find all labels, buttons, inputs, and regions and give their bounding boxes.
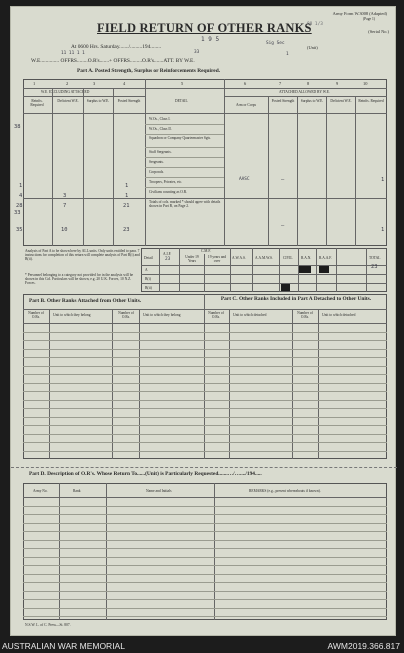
- ink-aif-23: 23: [165, 257, 171, 262]
- analysis-aamwc: A.A.M.W.S.: [255, 256, 273, 260]
- detail-cqms: Squadron or Company Quartermaster Sgts.: [149, 136, 211, 140]
- ruled-line: [23, 506, 387, 507]
- ink-margin-1: 38: [14, 124, 21, 130]
- header-reinfts-right: Reinfts. Required: [358, 99, 384, 103]
- ruled-line: [23, 599, 387, 600]
- ruled-line: [23, 383, 387, 384]
- col-num-6: 6: [244, 81, 247, 86]
- analysis-row-a: A: [145, 268, 148, 272]
- redaction-block-3: [281, 284, 290, 291]
- time-line: At 0600 Hrs. Saturday......./.........194........: [71, 44, 162, 50]
- ink-posted-dash: –: [281, 177, 285, 183]
- col-num-3: 3: [93, 81, 96, 86]
- ruled-line: [23, 442, 387, 443]
- col-num-9: 9: [336, 81, 339, 86]
- ruled-line: [23, 591, 387, 592]
- part-b-col-unit-1: Unit to which they belong: [53, 313, 91, 317]
- ruled-line: [23, 574, 387, 575]
- header-posted-left: Posted Strength: [117, 99, 141, 103]
- totals-label: Totals of cols. marked * should agree with details shown in Part B, on Page 2.: [149, 200, 221, 209]
- redaction-block-1: [299, 266, 311, 273]
- ruled-line: [23, 434, 387, 435]
- analysis-note: * Personnel belonging to a category not provided for in the analysis will be shown in this Col. Particulars will be shown, e.g. 20 U.K. Forces, 10 N.Z. Forces.: [25, 273, 134, 286]
- analysis-total: TOTAL: [369, 256, 381, 260]
- ruled-line: [23, 374, 387, 375]
- analysis-detail: Detail: [144, 256, 153, 260]
- at-line-ink: 11 11 1 1: [61, 51, 85, 56]
- ruled-line: [23, 540, 387, 541]
- we-ink-c: 1: [286, 52, 289, 57]
- part-d-col-rank: Rank: [73, 489, 81, 493]
- col-num-2: 2: [66, 81, 69, 86]
- header-reinfts-left: Reinfts. Required: [30, 99, 44, 108]
- ruled-line: [23, 616, 387, 617]
- ruled-line: [23, 451, 387, 452]
- analysis-table: [141, 248, 387, 292]
- ruled-line: [23, 425, 387, 426]
- header-surplus-left: Surplus to W.E.: [86, 99, 110, 103]
- ruled-line: [23, 408, 387, 409]
- unit-ink: Sig Sec: [266, 41, 285, 46]
- ruled-line: [23, 531, 387, 532]
- part-c-heading: Part C. Other Ranks Included in Part A Detached to Other Units.: [220, 296, 372, 302]
- header-arm: Arm or Corps: [236, 103, 256, 107]
- ruled-line: [23, 523, 387, 524]
- header-deficient-left: Deficient W.E.: [57, 99, 79, 103]
- col-num-4: 4: [123, 81, 126, 86]
- ink-reinfts-right-1: 1: [381, 177, 385, 183]
- ink-c1-r1: 1: [19, 183, 23, 189]
- ruled-line: [23, 417, 387, 418]
- analysis-cmf-over: 19 years and over: [207, 255, 227, 264]
- ruled-line: [23, 391, 387, 392]
- ruled-line: [23, 557, 387, 558]
- part-b-col-num-1: Number of O.Rs.: [28, 311, 44, 320]
- ruled-line: [23, 340, 387, 341]
- ruled-line: [23, 366, 387, 367]
- part-a-heading: Part A. Posted Strength, Surplus or Reinforcements Required.: [77, 68, 221, 74]
- part-d-col-army-no: Army No.: [33, 489, 48, 493]
- part-d-col-name: Name and Initials: [146, 489, 172, 493]
- header-deficient-right: Deficient W.E.: [330, 99, 352, 103]
- analysis-row-bii: B(ii): [145, 286, 152, 290]
- detail-ssgt: Staff Sergeants.: [149, 150, 172, 154]
- form-title: FIELD RETURN OF OTHER RANKS: [97, 21, 312, 35]
- ink-c4-r1: 1: [125, 183, 129, 189]
- detail-civ: Civilians counting as O.R.: [149, 190, 188, 194]
- ink-c4-r3: 21: [123, 203, 130, 209]
- ink-c4-r2: 1: [125, 193, 129, 199]
- part-b-heading: Part B. Other Ranks Attached from Other Units.: [29, 298, 142, 304]
- part-c-col-unit-1: Unit to which detached: [233, 313, 267, 317]
- ink-c2-total: 10: [61, 227, 68, 233]
- part-c-col-num-2: Number of O.Rs.: [297, 311, 313, 320]
- redaction-block-2: [319, 266, 329, 273]
- page-label: (Page 1): [362, 17, 375, 21]
- analysis-row-bi: B(i): [145, 277, 151, 281]
- ruled-line: [23, 357, 387, 358]
- footer-accession: AWM2019.366.817: [327, 641, 400, 651]
- part-d-col-remarks: REMARKS (e.g., present whereabouts if known).: [249, 489, 321, 493]
- part-d-heading: Part D. Description of O.R's. Whose Return To......(Unit) is Particularly Requested.......…/…..../194.....: [29, 471, 262, 477]
- ink-c4-total: 23: [123, 227, 130, 233]
- ink-c1-r3: 28: [16, 203, 23, 209]
- ink-c1-total: 35: [16, 227, 23, 233]
- printer-line: N.S.W. L. of C. Press—St. 807.: [25, 623, 71, 627]
- group-right-heading: ATTACHED ALLOWED BY W.E.: [279, 90, 330, 94]
- analysis-awas: A.W.A.S.: [232, 256, 246, 260]
- ruled-line: [23, 565, 387, 566]
- header-detail: DETAIL: [175, 99, 188, 103]
- serial-stamp: 88 1/3: [307, 22, 323, 27]
- col-num-8: 8: [307, 81, 310, 86]
- part-b-col-unit-2: Unit to which they belong: [143, 313, 181, 317]
- ruled-line: [23, 514, 387, 515]
- ink-c1-r2: 4: [19, 193, 23, 199]
- ruled-line: [23, 349, 387, 350]
- header-posted-right: Posted Strength: [271, 99, 295, 103]
- col-num-1: 1: [33, 81, 36, 86]
- part-c-col-num-1: Number of O.Rs.: [208, 311, 224, 320]
- form-number: Army Form W.3008 (Adapted): [332, 11, 387, 16]
- we-ink-b: 33: [194, 50, 200, 55]
- we-line: W.E.............. OFFRS........O.R's.......+ OFFRS.........O.R's.......ATT. BY W.E.: [31, 58, 195, 64]
- header-surplus-right: Surplus to W.E.: [300, 99, 324, 103]
- archive-footer: [0, 639, 404, 653]
- ruled-line: [23, 332, 387, 333]
- detail-cpl: Corporals.: [149, 170, 165, 174]
- ink-reinfts-right-2: 1: [381, 227, 385, 233]
- ruled-line: [23, 582, 387, 583]
- col-num-5: 5: [181, 81, 184, 86]
- ruled-line: [23, 608, 387, 609]
- part-c-col-unit-2: Unit to which detached: [322, 313, 356, 317]
- ink-c2-r3: 7: [63, 203, 67, 209]
- unit-label: (Unit): [307, 45, 318, 50]
- analysis-aif: A.I.F.: [163, 252, 172, 256]
- detail-wo1: W.Os., Class I.: [149, 117, 171, 121]
- analysis-civil: CIVIL: [283, 256, 293, 260]
- analysis-raaf: R.A.A.F.: [319, 256, 332, 260]
- form-sheet: [10, 6, 396, 636]
- ink-total-23: 23: [371, 264, 378, 270]
- ruled-line: [23, 400, 387, 401]
- col-num-7: 7: [279, 81, 282, 86]
- part-b-col-num-2: Number of O.Rs.: [118, 311, 134, 320]
- detail-pte: Troopers, Privates, etc.: [149, 180, 183, 184]
- ink-arm: AASC: [239, 177, 250, 182]
- part-a-table: [23, 79, 387, 246]
- footer-institution: AUSTRALIAN WAR MEMORIAL: [2, 641, 125, 651]
- ink-c2-r2: 3: [63, 193, 67, 199]
- analysis-ran: R.A.N.: [301, 256, 312, 260]
- analysis-cmf: C.M.F.: [201, 249, 211, 253]
- detail-wo2: W.Os., Class II.: [149, 127, 172, 131]
- col-num-10: 10: [363, 81, 368, 86]
- ink-right-dash: –: [281, 223, 285, 229]
- ink-margin-2: 33: [14, 210, 21, 216]
- serial-ink: 1 9 5: [201, 36, 220, 43]
- ruled-line: [23, 548, 387, 549]
- detail-sgt: Sergeants.: [149, 160, 164, 164]
- serial-label: (Serial No.): [368, 29, 389, 34]
- group-left-heading: W.E. EXCLUDING ATTACHED: [41, 90, 90, 94]
- analysis-text: Analysis of Part A to be shown here by ALL units. Only units entitled to para. 7 instructions for completion of this return will complete analysis of Part B(i) and B(ii).: [25, 249, 140, 262]
- analysis-cmf-under: Under 19 Years: [185, 255, 199, 264]
